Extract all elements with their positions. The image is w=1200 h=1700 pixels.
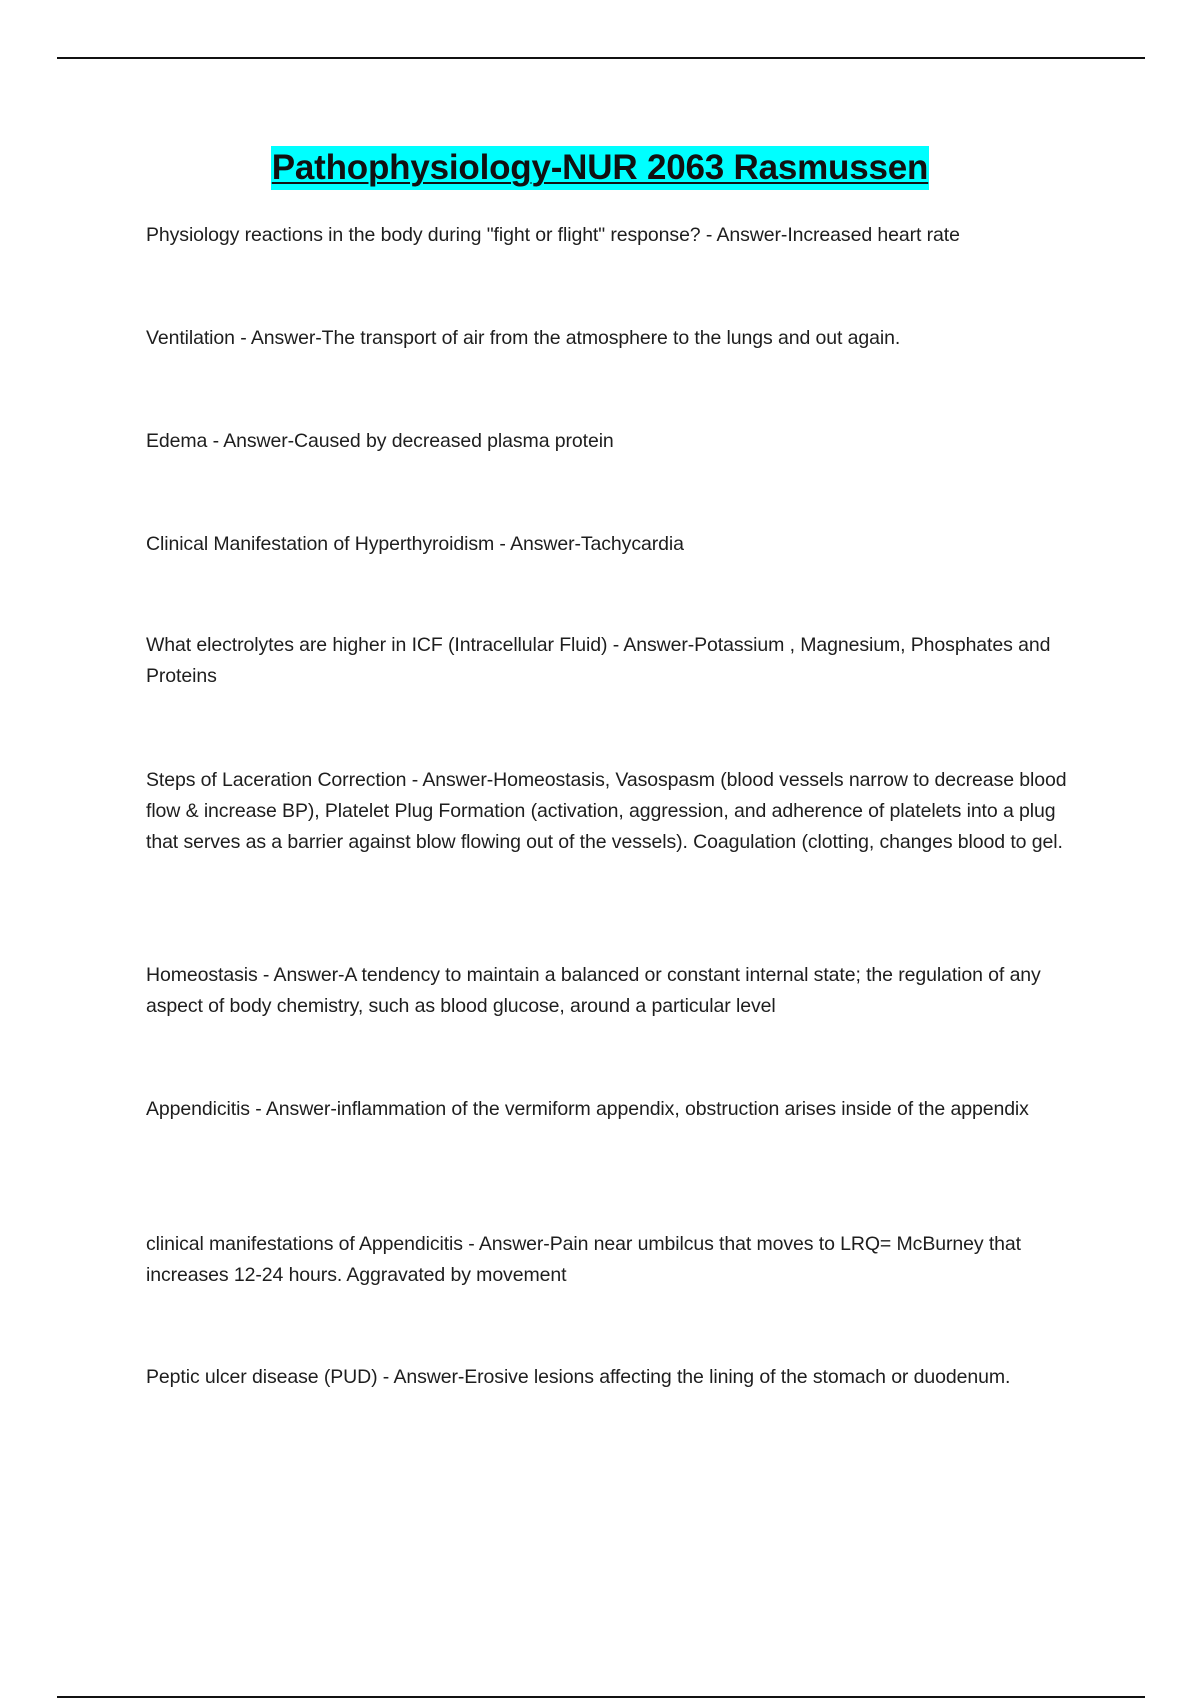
qa-entry: Steps of Laceration Correction - Answer-Homeostasis, Vasospasm (blood vessels narrow to decrease blood flow & increase BP), Platelet Plug Formation (activation, aggression, and adherence of platelets into a plug that serves as a barrier against blow flowing out of the vessels). Coagulation (clotting, changes blood to gel. xyxy=(146,769,1067,853)
qa-entry: Homeostasis - Answer-A tendency to maintain a balanced or constant internal state; the regulation of any aspect of body chemistry, such as blood glucose, around a particular level xyxy=(146,964,1041,1017)
qa-entry: Peptic ulcer disease (PUD) - Answer-Erosive lesions affecting the lining of the stomach or duodenum. xyxy=(146,1366,1011,1388)
footer-rule xyxy=(57,1696,1145,1698)
document-title: Pathophysiology-NUR 2063 Rasmussen xyxy=(271,146,929,190)
qa-entry: Ventilation - Answer-The transport of air from the atmosphere to the lungs and out again. xyxy=(146,327,901,349)
qa-entry: Clinical Manifestation of Hyperthyroidism - Answer-Tachycardia xyxy=(146,533,684,555)
header-rule xyxy=(57,57,1145,59)
qa-entry: What electrolytes are higher in ICF (Intracellular Fluid) - Answer-Potassium , Magnesium, Phosphates and Proteins xyxy=(146,634,1051,687)
qa-entry: Appendicitis - Answer-inflammation of the vermiform appendix, obstruction arises inside of the appendix xyxy=(146,1098,1029,1120)
title-container xyxy=(0,146,1200,190)
qa-entry: Physiology reactions in the body during "fight or flight" response? - Answer-Increased heart rate xyxy=(146,224,960,246)
qa-entry: Edema - Answer-Caused by decreased plasma protein xyxy=(146,430,614,452)
qa-entry: clinical manifestations of Appendicitis - Answer-Pain near umbilcus that moves to LRQ= McBurney that increases 12-24 hours. Aggravated by movement xyxy=(146,1233,1021,1286)
